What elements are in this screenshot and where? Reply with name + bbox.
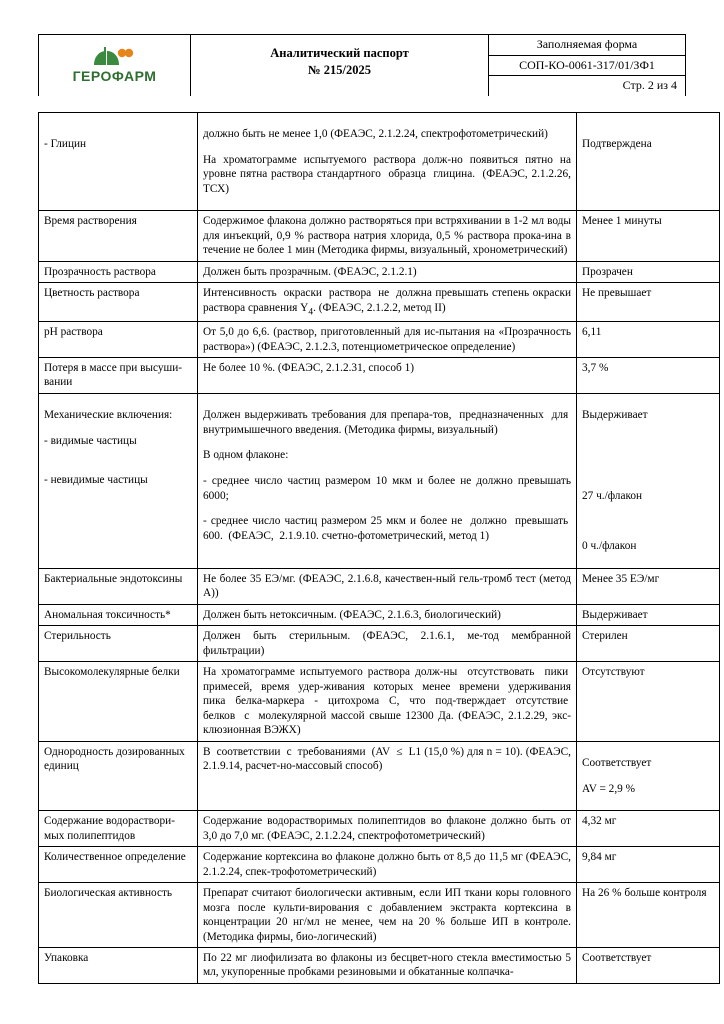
table-row — [39, 662, 720, 741]
logo-mark-icon — [88, 47, 142, 67]
row-result: 4,32 мг — [577, 811, 720, 847]
row-result: Не превышает — [577, 283, 720, 322]
row-result: Менее 35 ЕЭ/мг — [577, 569, 720, 605]
row-result: Подтверждена — [577, 112, 720, 211]
row-name: Однородность дозированных единиц — [39, 741, 198, 811]
row-description: Содержание водорастворимых полипептидов во флаконе должно быть от 3,0 до 7,0 мг. (ФЕАЭС, 2.1.2.24, спектрофотометрический) — [198, 811, 577, 847]
page-number: Стр. 2 из 4 — [622, 78, 677, 93]
table-row — [39, 211, 720, 261]
table-row — [39, 883, 720, 948]
table-row — [39, 261, 720, 282]
document-title-line2: № 215/2025 — [308, 62, 371, 77]
document-meta — [489, 35, 685, 96]
row-result: На 26 % больше контроля — [577, 883, 720, 948]
row-result: 9,84 мг — [577, 847, 720, 883]
table-row — [39, 847, 720, 883]
specification-table — [38, 112, 720, 984]
row-description: На хроматограмме испытуемого раствора долж-ны отсутствовать пики примесей, время удер-живания которых менее времени удерживания пика белка-маркера - цитохрома С, что под-тверждает отсутствие белков с молекулярной массой свыше 12300 Да. (ФЕАЭС, 2.1.2.29, экс-клюзионная ВЭЖХ) — [198, 662, 577, 741]
table-row — [39, 393, 720, 568]
table-row — [39, 112, 720, 211]
company-logo — [39, 35, 191, 96]
row-name: Бактериальные эндотоксины — [39, 569, 198, 605]
row-result: Выдерживает 27 ч./флакон 0 ч./флакон — [577, 393, 720, 568]
table-row — [39, 322, 720, 358]
row-result: Соответствует — [577, 947, 720, 983]
row-description: По 22 мг лиофилизата во флаконы из бесцвет-ного стекла вместимостью 5 мл, укупоренные пробками резиновыми и обкатанные колпачка- — [198, 947, 577, 983]
row-name: Стерильность — [39, 626, 198, 662]
row-result: Прозрачен — [577, 261, 720, 282]
row-result: Менее 1 минуты — [577, 211, 720, 261]
row-description: Должен быть стерильным. (ФЕАЭС, 2.1.6.1, ме-тод мембранной фильтрации) — [198, 626, 577, 662]
table-row — [39, 626, 720, 662]
row-description: Не более 10 %. (ФЕАЭС, 2.1.2.31, способ 1) — [198, 357, 577, 393]
row-name: Биологическая активность — [39, 883, 198, 948]
row-name: Механические включения: - видимые частицы - невидимые частицы — [39, 393, 198, 568]
table-row — [39, 811, 720, 847]
row-name: Упаковка — [39, 947, 198, 983]
row-description: Должен выдерживать требования для препара-тов, предназначенных для внутримышечного введения. (Методика фирмы, визуальный) В одном флаконе: - среднее число частиц размером 10 мкм и более не должно превышать 6000; - среднее число частиц размером 25 мкм и более не должно превышать 600. (ФЕАЭС, 2.1.9.10. счетно-фотометрический, метод 1) — [198, 393, 577, 568]
row-description: В соответствии с требованиями (AV ≤ L1 (15,0 %) для n = 10). (ФЕАЭС, 2.1.9.14, расчет-но-массовый способ) — [198, 741, 577, 811]
row-name: Потеря в массе при высуши-вании — [39, 357, 198, 393]
table-row — [39, 947, 720, 983]
document-title-line1: Аналитический паспорт — [270, 46, 409, 60]
row-description: Должен быть прозрачным. (ФЕАЭС, 2.1.2.1) — [198, 261, 577, 282]
row-result: 6,11 — [577, 322, 720, 358]
row-description: Содержание кортексина во флаконе должно быть от 8,5 до 11,5 мг (ФЕАЭС, 2.1.2.24, спек-трофотометрический) — [198, 847, 577, 883]
row-result: Выдерживает — [577, 604, 720, 625]
company-name: ГЕРОФАРМ — [72, 68, 157, 85]
row-description: От 5,0 до 6,6. (раствор, приготовленный для ис-пытания на «Прозрачность раствора») (ФЕАЭС, 2.1.2.3, потенциометрическое определение) — [198, 322, 577, 358]
row-name: pH раствора — [39, 322, 198, 358]
form-code: СОП-КО-0061-317/01/ЗФ1 — [489, 56, 685, 77]
row-name: Время растворения — [39, 211, 198, 261]
row-name: Высокомолекулярные белки — [39, 662, 198, 741]
row-name: Прозрачность раствора — [39, 261, 198, 282]
row-name: Содержание водораствори-мых полипептидов — [39, 811, 198, 847]
row-description: Не более 35 ЕЭ/мг. (ФЕАЭС, 2.1.6.8, качествен-ный гель-тромб тест (метод А)) — [198, 569, 577, 605]
row-result: Соответствует AV = 2,9 % — [577, 741, 720, 811]
row-description: Препарат считают биологически активным, если ИП ткани коры головного мозга после культи-вирования с добавлением экстракта кортексина в концентрации 20 нг/мл не менее, чем на 20 % больше ИП в контроле. (Методика фирмы, био-логический) — [198, 883, 577, 948]
table-row — [39, 569, 720, 605]
row-description: Должен быть нетоксичным. (ФЕАЭС, 2.1.6.3, биологический) — [198, 604, 577, 625]
table-row — [39, 604, 720, 625]
row-result: Отсутствуют — [577, 662, 720, 741]
row-description: должно быть не менее 1,0 (ФЕАЭС, 2.1.2.24, спектрофотометрический) На хроматограмме испытуемого раствора долж-но появиться пятно на уровне пятна раствора стандартного образца глицина. (ФЕАЭС, 2.1.2.26, ТСХ) — [198, 112, 577, 211]
form-label: Заполняемая форма — [489, 35, 685, 56]
document-header — [38, 34, 686, 96]
table-row — [39, 741, 720, 811]
row-name: Цветность раствора — [39, 283, 198, 322]
row-name: - Глицин — [39, 112, 198, 211]
row-description: Интенсивность окраски раствора не должна превышать степень окраски раствора сравнения $Y_4$. (ФЕАЭС, 2.1.2.2, метод II) — [198, 283, 577, 322]
row-name: Количественное определение — [39, 847, 198, 883]
document-title — [191, 35, 489, 96]
row-description: Содержимое флакона должно растворяться при встряхивании в 1-2 мл воды для инъекций, 0,9 % раствора натрия хлорида, 0,5 % раствора прока-ина в течение не более 1 мин (Методика фирмы, визуальный, хронометрический) — [198, 211, 577, 261]
table-row — [39, 283, 720, 322]
table-row — [39, 357, 720, 393]
row-name: Аномальная токсичность* — [39, 604, 198, 625]
row-result: 3,7 % — [577, 357, 720, 393]
row-result: Стерилен — [577, 626, 720, 662]
